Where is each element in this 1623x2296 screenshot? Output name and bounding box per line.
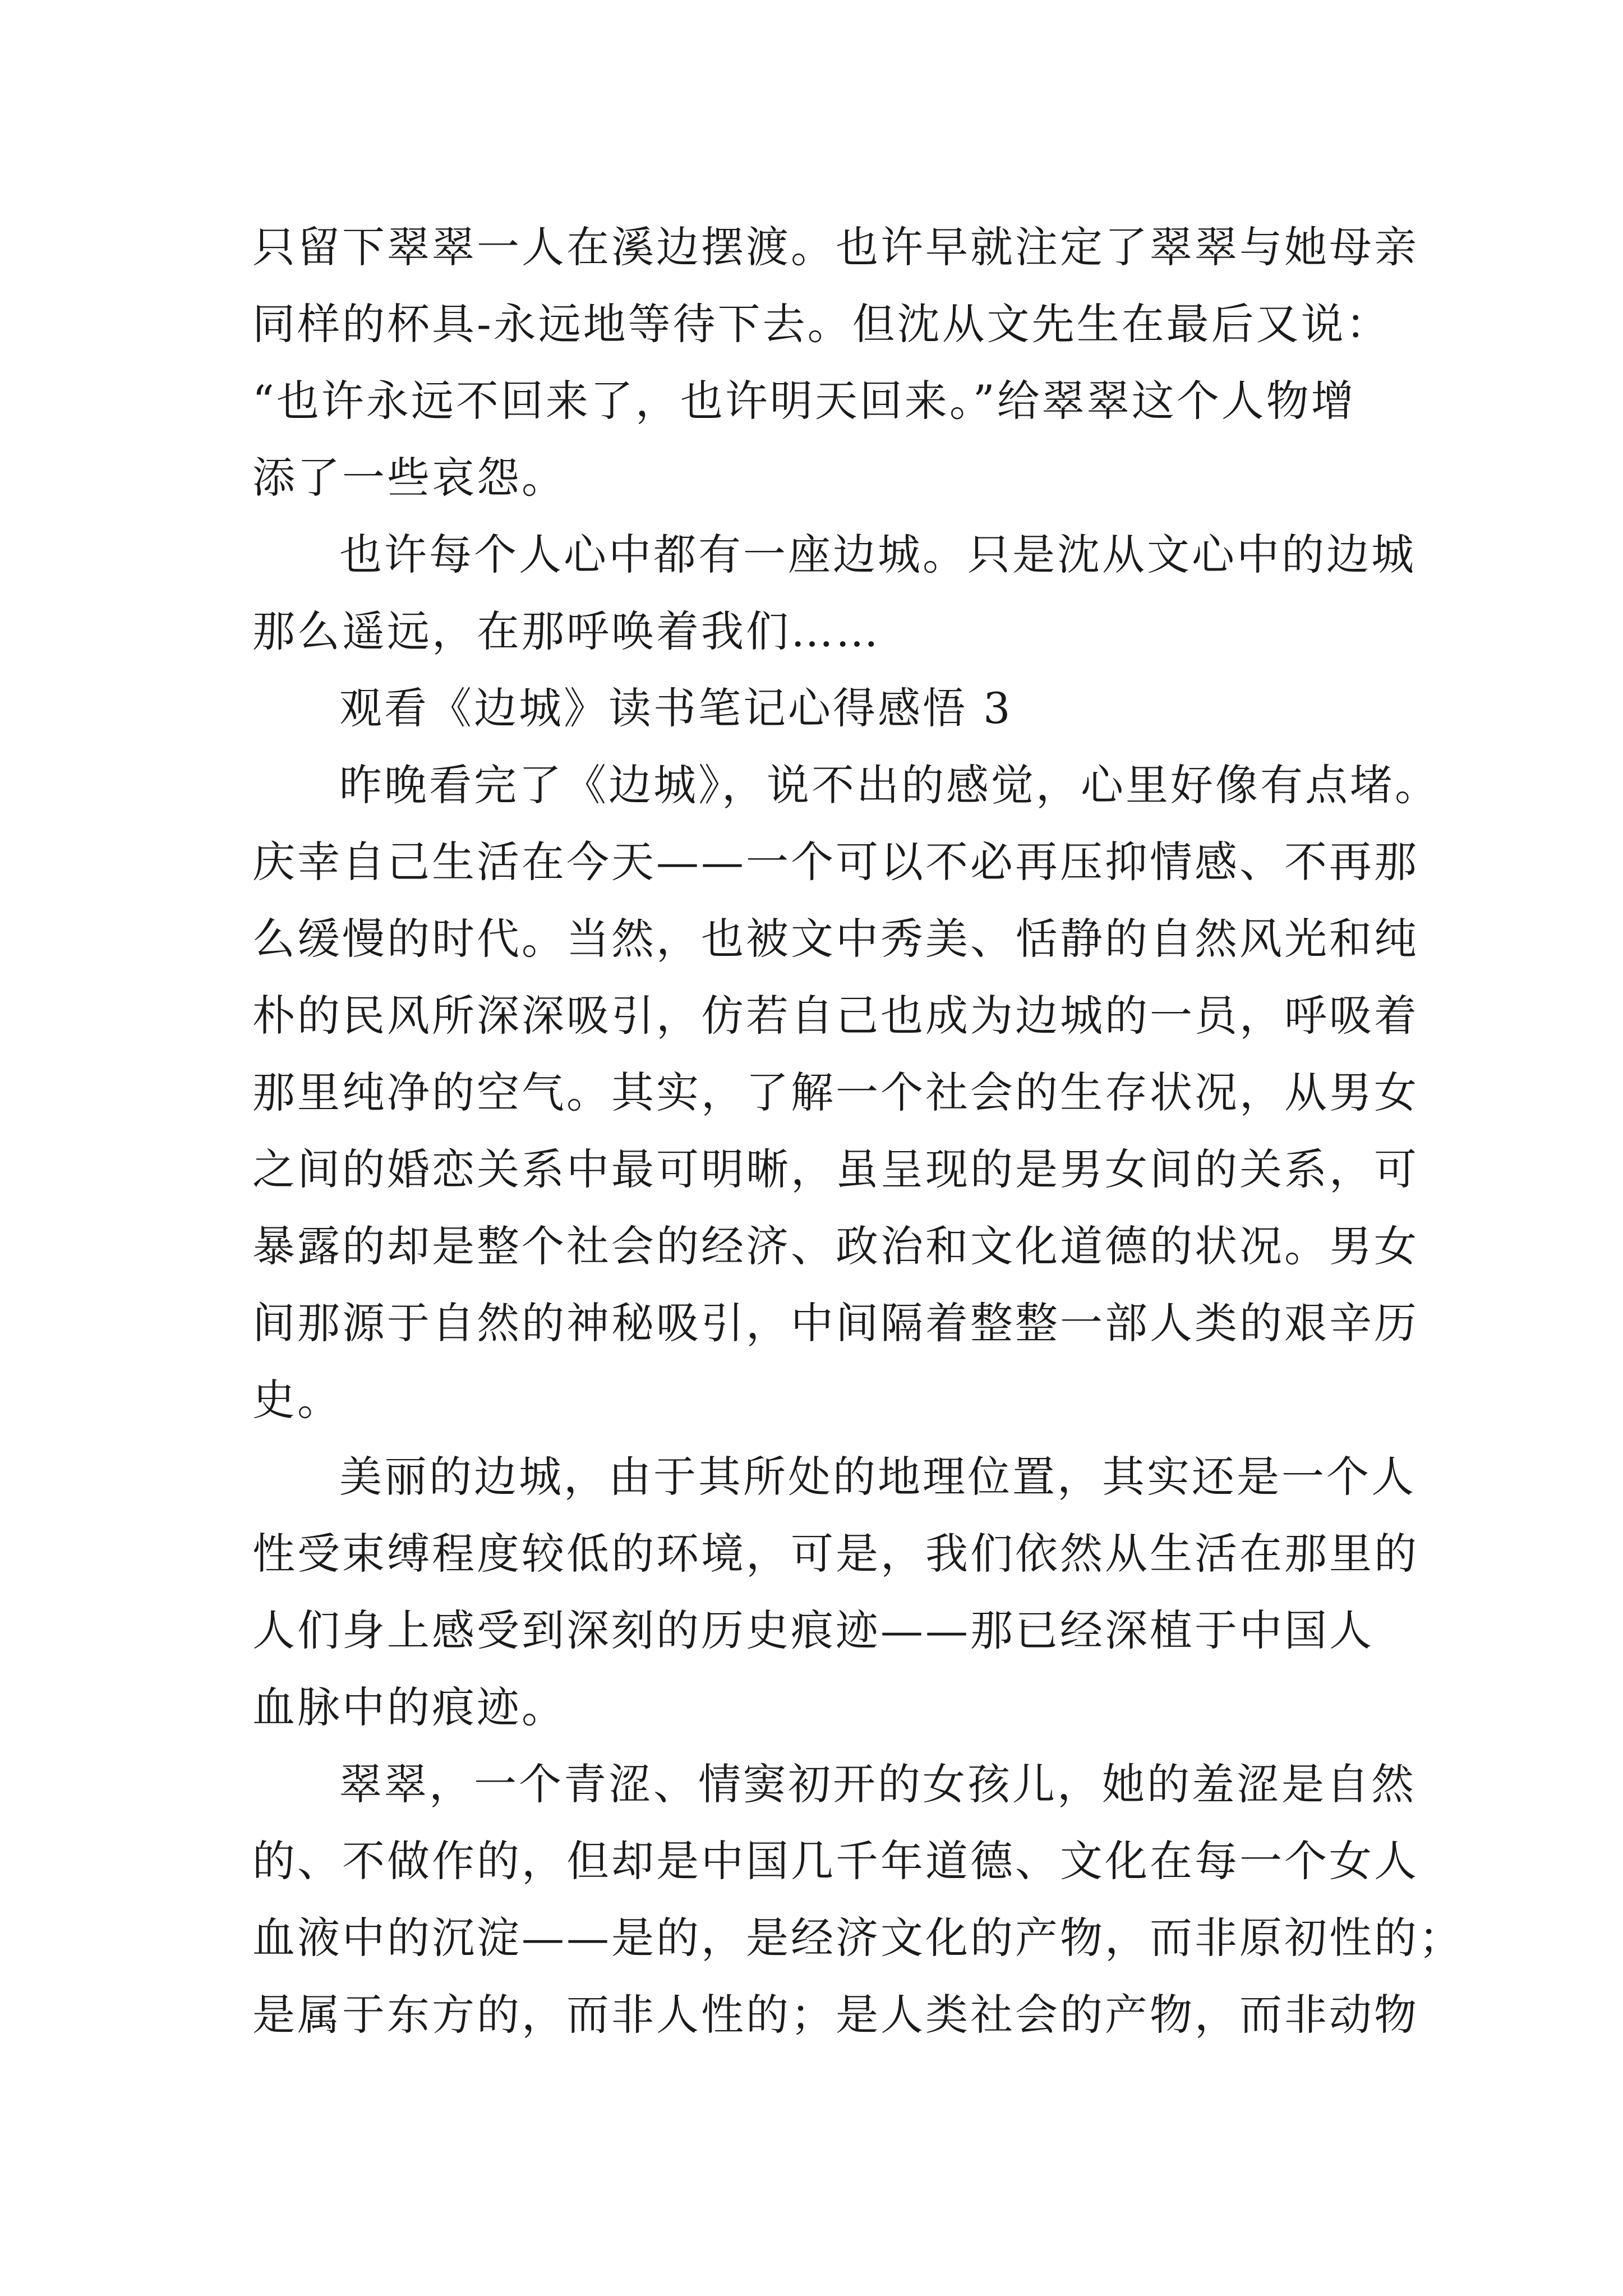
text-line: 人们身上感受到深刻的历史痕迹——那已经深植于中国人 xyxy=(252,1605,1374,1655)
text-line: 间那源于自然的神秘吸引，中间隔着整整一部人类的艰辛历 xyxy=(252,1298,1419,1348)
text-line: 也许每个人心中都有一座边城。只是沈从文心中的边城 xyxy=(339,530,1416,579)
text-line: “也许永远不回来了，也许明天回来。”给翠翠这个人物增 xyxy=(252,376,1356,426)
text-line: 添了一些哀怨。 xyxy=(252,453,566,503)
text-line: 美丽的边城，由于其所处的地理位置，其实还是一个人 xyxy=(339,1452,1416,1502)
text-line: 朴的民风所深深吸引，仿若自己也成为边城的一员，呼吸着 xyxy=(252,991,1419,1041)
text-line: 只留下翠翠一人在溪边摆渡。也许早就注定了翠翠与她母亲 xyxy=(252,222,1419,272)
text-line: 之间的婚恋关系中最可明晰，虽呈现的是男女间的关系，可 xyxy=(252,1144,1419,1194)
text-line: 血脉中的痕迹。 xyxy=(252,1682,566,1732)
text-line: 暴露的却是整个社会的经济、政治和文化道德的状况。男女 xyxy=(252,1221,1419,1271)
text-line: 那么遥远，在那呼唤着我们…… xyxy=(252,606,880,656)
text-line: 性受束缚程度较低的环境，可是，我们依然从生活在那里的 xyxy=(252,1529,1419,1579)
text-line: 庆幸自己生活在今天——一个可以不必再压抑情感、不再那 xyxy=(252,837,1419,887)
text-line: 血液中的沉淀——是的，是经济文化的产物，而非原初性的； xyxy=(252,1913,1464,1963)
text-line: 是属于东方的，而非人性的；是人类社会的产物，而非动物 xyxy=(252,1990,1419,2040)
text-line: 史。 xyxy=(252,1375,342,1425)
text-line: 昨晚看完了《边城》，说不出的感觉，心里好像有点堵。 xyxy=(339,760,1440,810)
text-line: 翠翠，一个青涩、情窦初开的女孩儿，她的羞涩是自然 xyxy=(339,1759,1416,1809)
text-line: 么缓慢的时代。当然，也被文中秀美、恬静的自然风光和纯 xyxy=(252,914,1419,964)
text-line: 同样的杯具-永远地等待下去。但沈从文先生在最后又说： xyxy=(252,299,1391,349)
text-line: 的、不做作的，但却是中国几千年道德、文化在每一个女人 xyxy=(252,1836,1419,1886)
section-heading: 观看《边城》读书笔记心得感悟 3 xyxy=(339,683,1013,733)
text-line: 那里纯净的空气。其实，了解一个社会的生存状况，从男女 xyxy=(252,1068,1419,1117)
